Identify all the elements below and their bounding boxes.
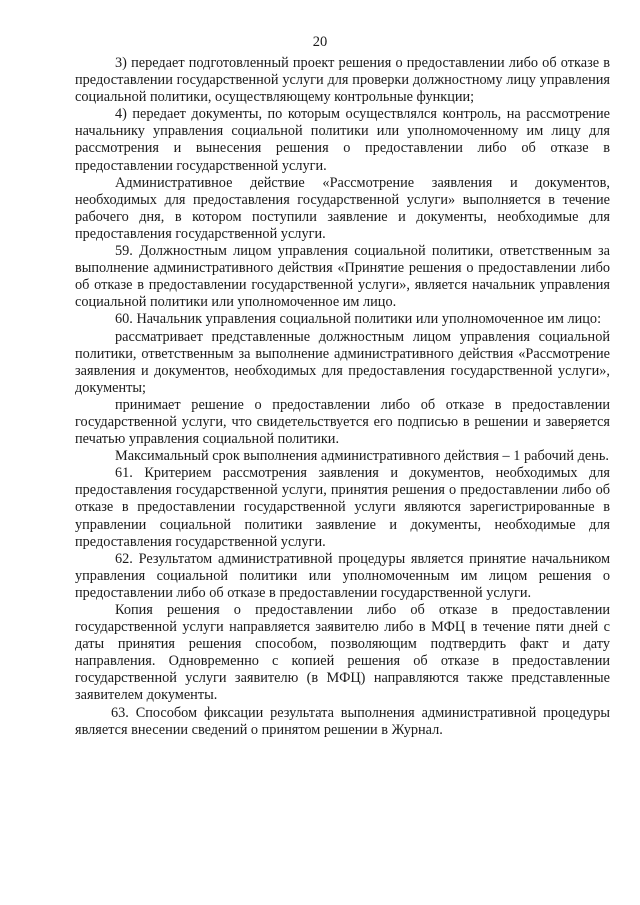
paragraph-61: 61. Критерием рассмотрения заявления и документов, необходимых для предоставления государственной услуги, принятия решения о предоставлении либо об отказе в предоставлении государственной услуги являются зарегистрированные в управлении социальной политики заявление и документы, необходимые для предоставления государственной услуги. — [75, 465, 610, 550]
paragraph-action-duration: Административное действие «Рассмотрение заявления и документов, необходимых для предоставления государственной услуги» выполняется в течение рабочего дня, в котором поступили заявление и документы, необходимые для предоставления государственной услуги. — [75, 174, 610, 242]
paragraph-copy-of-decision: Копия решения о предоставлении либо об отказе в предоставлении государственной услуги направляется заявителю либо в МФЦ в течение пяти дней с даты принятия решения способом, позволяющим подтвердить факт и дату направления. Одновременно с копией решения об отказе в предоставлении государственной услуги заявителю (в МФЦ) направляются также представленные заявителем документы. — [75, 602, 610, 704]
paragraph-max-duration: Максимальный срок выполнения административного действия – 1 рабочий день. — [115, 448, 609, 465]
paragraph-59: 59. Должностным лицом управления социальной политики, ответственным за выполнение административного действия «Принятие решения о предоставлении либо об отказе в предоставлении государственной услуги», является начальник управления социальной политики или уполномоченное им лицо. — [75, 243, 610, 311]
paragraph-makes-decision: принимает решение о предоставлении либо об отказе в предоставлении государственной услуги, что свидетельствуется его подписью в решении и заверяется печатью управления социальной политики. — [75, 396, 610, 448]
paragraph-60: 60. Начальник управления социальной политики или уполномоченное им лицо: — [115, 311, 602, 328]
paragraph-item-4: 4) передает документы, по которым осуществлялся контроль, на рассмотрение начальнику управления социальной политики или уполномоченному им лицу для рассмотрения и вынесения решения о предоставлении либо об отказе в предоставлении государственной услуги. — [75, 106, 610, 174]
page-number: 20 — [312, 34, 328, 50]
paragraph-62: 62. Результатом административной процедуры является принятие начальником управления социальной политики или уполномоченным им лицом решения о предоставлении либо об отказе в предоставлении государственной услуги. — [75, 550, 610, 601]
paragraph-item-3: 3) передает подготовленный проект решения о предоставлении либо об отказе в предоставлении государственной услуги для проверки должностному лицу управления социальной политики, осуществляющему контрольные функции; — [75, 55, 610, 106]
paragraph-reviews-documents: рассматривает представленные должностным лицом управления социальной политики, ответственным за выполнение административного действия «Рассмотрение заявления и документов, необходимых для предоставления государственной услуги», документы; — [75, 328, 610, 396]
document-body — [75, 55, 610, 739]
paragraph-63: 63. Способом фиксации результата выполнения административной процедуры является внесении сведений о принятом решении в Журнал. — [75, 704, 610, 738]
